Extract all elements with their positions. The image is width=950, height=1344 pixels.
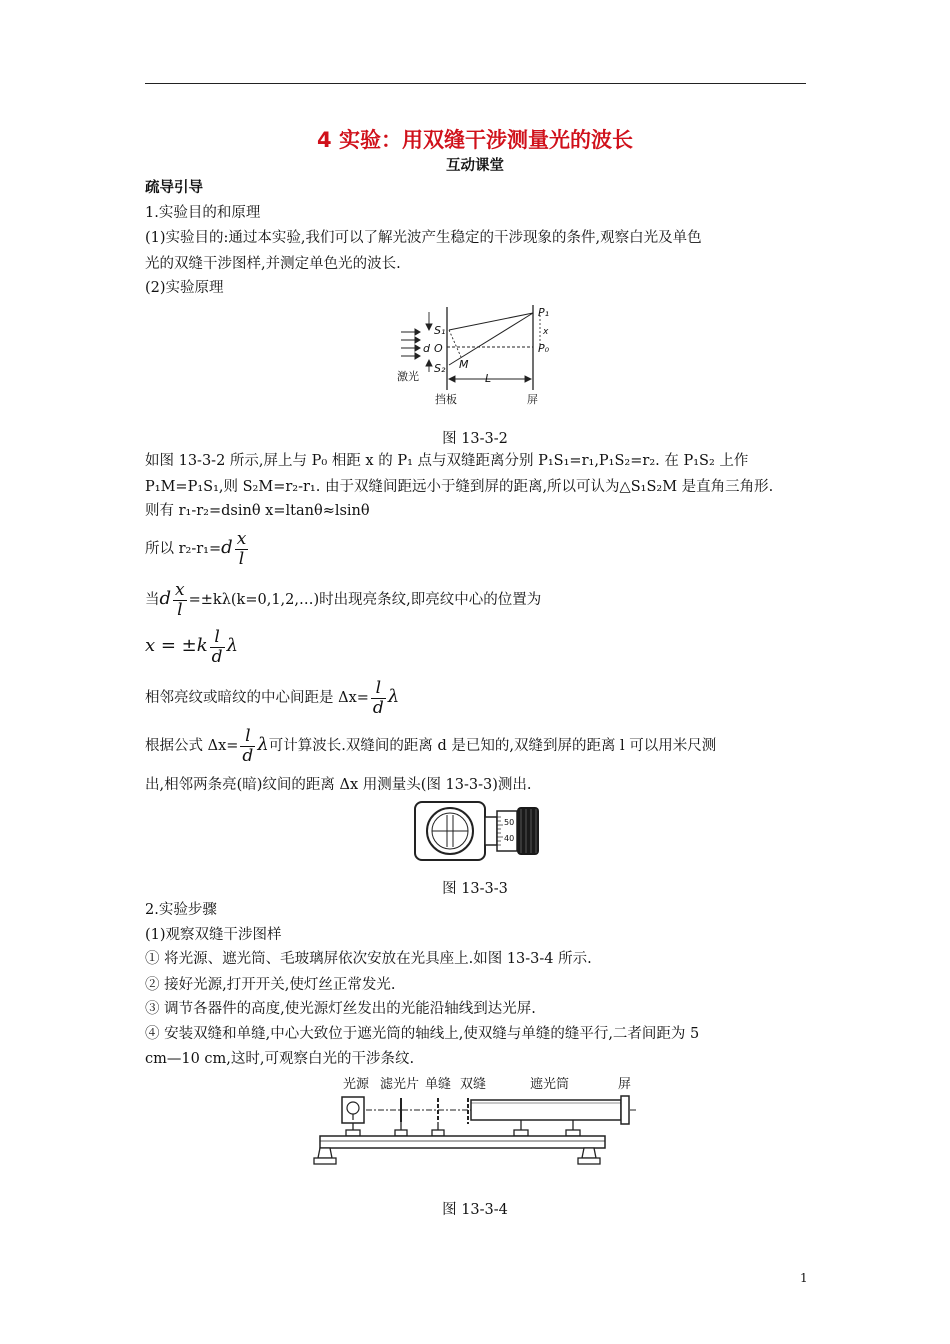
label-L: L (485, 372, 492, 385)
eq4-num: l (371, 679, 386, 699)
fig3-caption: 图 13-3-4 (442, 1202, 508, 1218)
s2-heading: 2.实验步骤 (145, 902, 217, 918)
eq4-den: d (372, 697, 384, 718)
fig-double-slit-diagram (393, 302, 573, 410)
eq2-suffix: =±kλ(k=0,1,2,…)时出现亮条纹,即亮纹中心的位置为 (188, 592, 542, 608)
label-m: M (459, 358, 469, 371)
eq5-prefix: 根据公式 Δx= (145, 738, 239, 754)
eq3-num: l (210, 628, 225, 648)
label-d: d (423, 342, 430, 355)
label-single-slit: 单缝 (425, 1077, 452, 1092)
page-title: 4 实验：用双缝干涉测量光的波长 (317, 128, 633, 152)
eq1-d: d (221, 537, 233, 558)
label-x: x (543, 327, 549, 337)
s2-step3: ③ 调节各器件的高度,使光源灯丝发出的光能沿轴线到达光屏. (145, 1001, 536, 1017)
s2-step4-line2: cm—10 cm,这时,可观察白光的干涉条纹. (145, 1051, 415, 1067)
s2-step2: ② 接好光源,打开开关,使灯丝正常发光. (145, 977, 396, 993)
eq5-line2: 出,相邻两条亮(暗)纹间的距离 Δx 用测量头(图 13-3-3)测出. (145, 777, 532, 793)
eq2-prefix: 当 (145, 592, 160, 608)
eq1 (145, 526, 250, 571)
page-subtitle: 互动课堂 (446, 158, 504, 174)
eq5-num: l (240, 727, 255, 747)
label-barrier: 挡板 (435, 393, 457, 406)
s1-heading: 1.实验目的和原理 (145, 205, 261, 221)
eq3-lambda: λ (226, 635, 238, 656)
fig-measuring-head (412, 799, 542, 863)
fig-optical-bench (308, 1072, 648, 1172)
eq4 (145, 675, 399, 720)
label-screen: 屏 (527, 393, 538, 406)
label-p1: P₁ (538, 306, 550, 319)
eq4-prefix: 相邻亮纹或暗纹的中心间距是 Δx= (145, 690, 369, 706)
eq4-lambda: λ (387, 686, 400, 707)
eq2 (145, 577, 541, 622)
eq5-den: d (242, 745, 254, 766)
eq3-fraction (210, 628, 225, 667)
eq3-den: d (211, 646, 223, 667)
para-line3: 则有 r₁-r₂=dsinθ x=ltanθ≈lsinθ (145, 503, 370, 519)
eq5-fraction (240, 727, 255, 766)
eq2-d: d (159, 588, 172, 609)
s1-p1-line1: (1)实验目的:通过本实验,我们可以了解光波产生稳定的干涉现象的条件,观察白光及单色 (145, 230, 702, 246)
eq5 (145, 723, 716, 768)
eq1-prefix: 所以 r₂-r₁= (145, 541, 222, 557)
label-tube: 遮光筒 (530, 1077, 570, 1092)
s2-step1: ① 将光源、遮光筒、毛玻璃屏依次安放在光具座上.如图 13-3-4 所示. (145, 951, 592, 967)
s1-p2: (2)实验原理 (145, 280, 224, 296)
eq2-fraction (173, 581, 187, 620)
label-source: 光源 (343, 1077, 370, 1092)
eq5-suffix: 可计算波长.双缝间的距离 d 是已知的,双缝到屏的距离 l 可以用米尺测 (268, 738, 717, 754)
label-double-slit: 双缝 (460, 1077, 487, 1092)
label-screen: 屏 (618, 1077, 632, 1092)
fig2-caption: 图 13-3-3 (442, 881, 508, 897)
header-rule (145, 83, 806, 84)
eq2-den: l (177, 599, 183, 620)
section-heading: 疏导引导 (145, 180, 203, 196)
eq4-fraction (371, 679, 386, 718)
label-filter: 滤光片 (380, 1077, 420, 1092)
para-line2: P₁M=P₁S₁,则 S₂M=r₂-r₁. 由于双缝间距远小于缝到屏的距离,所以可认为△S₁S₂M 是直角三角形. (145, 479, 774, 495)
label-laser: 激光 (397, 370, 419, 383)
tick-40: 40 (504, 834, 515, 843)
s2-sub1: (1)观察双缝干涉图样 (145, 927, 282, 943)
label-p0: P₀ (538, 342, 550, 355)
s2-step4-line1: ④ 安装双缝和单缝,中心大致位于遮光筒的轴线上,使双缝与单缝的缝平行,二者间距为 5 (145, 1026, 700, 1042)
fig1-caption: 图 13-3-2 (442, 431, 508, 447)
para-line1: 如图 13-3-2 所示,屏上与 P₀ 相距 x 的 P₁ 点与双缝距离分别 P₁S₁=r₁,P₁S₂=r₂. 在 P₁S₂ 上作 (145, 453, 749, 469)
eq1-den: l (238, 548, 245, 569)
s1-p1-line2: 光的双缝干涉图样,并测定单色光的波长. (145, 256, 401, 272)
eq5-lambda: λ (257, 734, 269, 755)
label-s1: S₁ (434, 324, 446, 337)
tick-50: 50 (504, 818, 515, 827)
eq3-prefix: x = ±k (145, 635, 208, 656)
eq1-fraction (235, 530, 249, 569)
eq3 (145, 624, 238, 669)
label-o: O (434, 342, 443, 355)
label-s2: S₂ (434, 362, 446, 375)
eq2-num: x (175, 579, 185, 600)
eq1-num: x (236, 528, 247, 549)
page-number: 1 (800, 1271, 808, 1285)
